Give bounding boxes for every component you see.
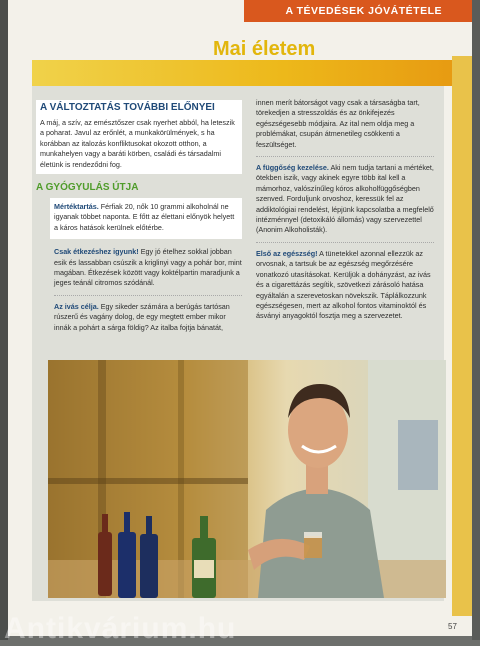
- divider: [256, 156, 434, 157]
- right-item-text: Aki nem tudja tartani a mértéket, ötekben iszik, vagy akinek egyre több ital kell a mámorhoz, valószínűleg kóros alkoholfüggőségben szenved. Forduljunk orvoshoz, keressük fel az addiktológiai rendelést, lépjünk kapcsolatba a megfelelő intézménnyel (detoxikáló állomás) vagy szervezettel (Anonim Alkoholisták).: [256, 163, 434, 235]
- recovery-item: [54, 247, 242, 289]
- divider: [54, 295, 242, 296]
- recovery-item: [54, 302, 242, 333]
- banner-bar: [32, 60, 452, 86]
- man-with-drink-photo: [48, 360, 446, 598]
- right-item-lead: Első az egészség!: [256, 248, 318, 258]
- photo-illustration: [48, 360, 446, 598]
- right-item: [256, 163, 434, 236]
- right-item-text: A tünetekkel azonnal ellezzük az orvosnak, a tartsuk be az egészség megőrzésére vonatkozó utasításokat. Kerüljük a dohányzást, az ivás és a cigarettázás segítik, szövetkezi zárásoló hatása egyáltalán a szerevetoskan növekszik. Táplálkozzunk egészségesen, mert az alkohol fontos vitaminoktól és ásványi anyagoktól fosztja meg a szervezetet.: [256, 248, 431, 321]
- right-intro: innen merít bátorságot vagy csak a társaságba tart, törekedjen a stresszoldás és az önkifejezés egészségesebb módjaira. Az ital nem oldja meg a problémákat, csupán átmenetileg csökkenti a feszültséget.: [256, 98, 420, 149]
- recovery-item-text: Egy sikeder számára a berúgás tartósan rúszerű és vagány dolog, de egy megtett ember mikor innák a pohárt a sárga földig? Az italba fojtja bánatát,: [54, 301, 230, 332]
- right-item-lead: A függőség kezelése.: [256, 163, 329, 173]
- left-column: [36, 100, 242, 339]
- recovery-item-lead: Az ivás célja.: [54, 301, 99, 311]
- page-gutter-left: [0, 0, 8, 640]
- page-number: 57: [448, 622, 457, 631]
- page-gutter-right: [472, 0, 480, 640]
- divider: [256, 242, 434, 243]
- benefits-text: A máj, a szív, az emésztőszer csak nyerhet abból, ha leteszik a poharat. Javul az erőnlét, a munkakörülmények, s ha korábban az italozás konfliktusokat okozott otthon, a munkahelyen vagy a baráti körben, családi és társadalmi életünk is rendeződni fog.: [40, 118, 235, 169]
- right-column: [256, 98, 434, 328]
- page-edge-strip: [452, 56, 472, 616]
- magazine-page: [8, 0, 472, 636]
- right-item: [256, 249, 434, 322]
- watermark: Antikvárium.hu: [4, 612, 237, 645]
- recovery-item-lead: Mértéktartás.: [54, 202, 99, 212]
- banner-title: Mai életem: [213, 38, 316, 60]
- benefits-box: [36, 100, 242, 174]
- recovery-heading: A GYÓGYULÁS ÚTJA: [36, 182, 139, 194]
- recovery-item-lead: Csak étkezéshez igyunk!: [54, 247, 139, 257]
- recovery-item: [50, 198, 242, 239]
- recovery-item-text: Férfiak 20, nők 10 grammi alkoholnál ne igyanak többet naponta. E főtt az élettani előnyök helyett a káros hatások kerülnek előtérbe.: [54, 202, 235, 232]
- section-label: A TÉVEDÉSEK JÓVÁTÉTELE: [244, 0, 472, 22]
- benefits-heading: A VÁLTOZTATÁS TOVÁBBI ELŐNYEI: [40, 102, 215, 113]
- recovery-item-text: Egy jó ételhez sokkal jobban esik és lassabban csúszik a kriglinyi vagy a pohár bor, mint magában. Étkezések között vagy koktélpartin maradjunk a jeges teánál citromos szódánál.: [54, 247, 242, 288]
